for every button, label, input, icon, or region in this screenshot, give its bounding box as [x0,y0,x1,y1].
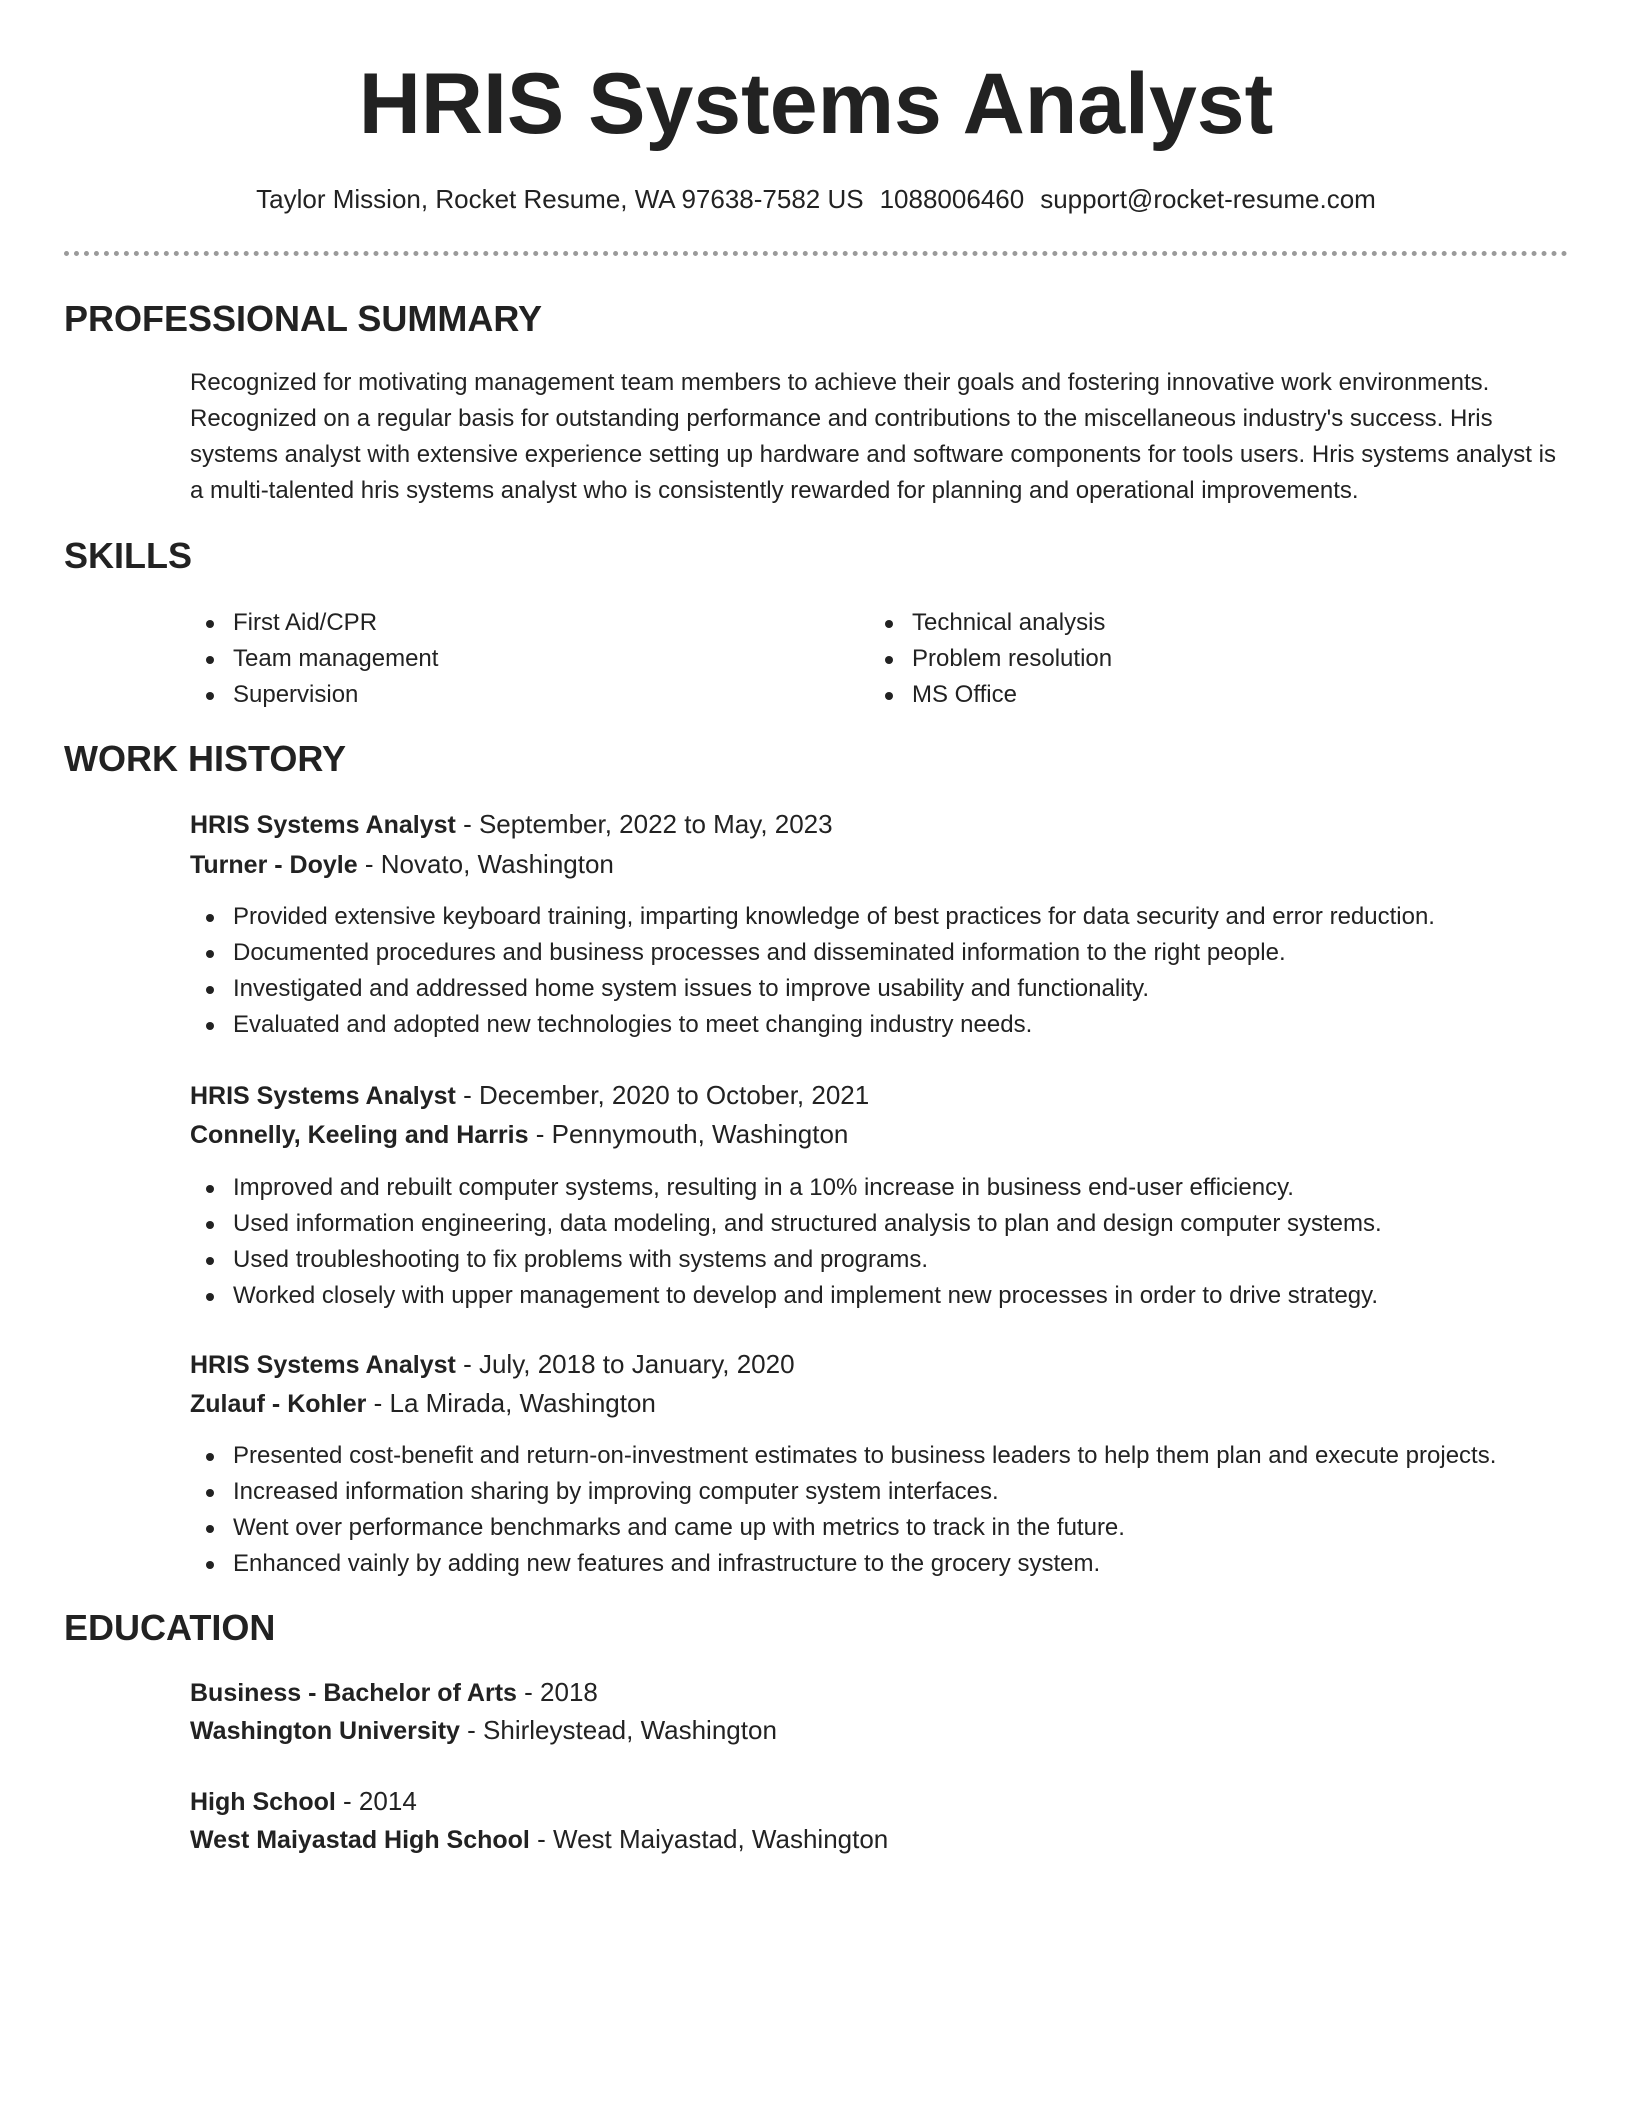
education-location: - West Maiyastad, Washington [529,1824,889,1854]
list-item: Used troubleshooting to fix problems with systems and programs. [190,1242,1590,1278]
job-dates: - July, 2018 to January, 2020 [455,1349,795,1379]
section-title-work: WORK HISTORY [64,738,347,779]
contact-phone: 1088006460 [879,184,1025,214]
job-role-line [190,806,833,843]
job-dates: - September, 2022 to May, 2023 [455,809,833,839]
education-school: West Maiyastad High School [190,1826,530,1854]
list-item: Went over performance benchmarks and came up with metrics to track in the future. [190,1510,1590,1546]
job-company: Zulauf - Kohler [190,1390,367,1418]
education-location: - Shirleystead, Washington [459,1715,777,1745]
education-degree: High School [190,1788,336,1816]
list-item: Presented cost-benefit and return-on-investment estimates to business leaders to help them plan and execute projects. [190,1438,1590,1474]
job-company-line [190,1385,656,1422]
skills-list-right [869,605,1112,713]
contact-email: support@rocket-resume.com [1040,184,1376,214]
list-item: Increased information sharing by improving computer system interfaces. [190,1474,1590,1510]
education-year: - 2014 [335,1786,417,1816]
job-company: Connelly, Keeling and Harris [190,1121,529,1149]
contact-address: Taylor Mission, Rocket Resume, WA 97638-7582 US [256,184,864,214]
job-role-line [190,1077,869,1114]
education-school: Washington University [190,1717,460,1745]
list-item: Enhanced vainly by adding new features and infrastructure to the grocery system. [190,1546,1590,1582]
list-item: Improved and rebuilt computer systems, resulting in a 10% increase in business end-user efficiency. [190,1170,1590,1206]
job-role: HRIS Systems Analyst [190,1082,456,1110]
education-school-line [190,1821,888,1858]
education-year: - 2018 [516,1677,598,1707]
list-item: Worked closely with upper management to develop and implement new processes in order to drive strategy. [190,1278,1590,1314]
job-bullets [190,899,1590,1043]
job-location: - Pennymouth, Washington [528,1119,849,1149]
job-location: - Novato, Washington [357,849,614,879]
contact-line [0,181,1632,217]
list-item: Documented procedures and business processes and disseminated information to the right people. [190,935,1590,971]
education-degree-line [190,1783,417,1820]
list-item: Evaluated and adopted new technologies to meet changing industry needs. [190,1007,1590,1043]
skill-item: Team management [190,641,438,677]
job-location: - La Mirada, Washington [366,1388,656,1418]
section-title-education: EDUCATION [64,1607,276,1648]
job-company-line [190,1116,848,1153]
list-item: Used information engineering, data modeling, and structured analysis to plan and design computer systems. [190,1206,1590,1242]
skill-item: MS Office [869,677,1112,713]
job-role: HRIS Systems Analyst [190,1351,456,1379]
section-title-summary: PROFESSIONAL SUMMARY [64,298,543,339]
education-degree-line [190,1674,598,1711]
job-bullets [190,1170,1590,1314]
skill-item: First Aid/CPR [190,605,438,641]
job-company: Turner - Doyle [190,851,358,879]
section-title-skills: SKILLS [64,535,193,576]
skills-list-left [190,605,438,713]
header-divider [64,251,1568,256]
list-item: Provided extensive keyboard training, imparting knowledge of best practices for data security and error reduction. [190,899,1590,935]
list-item: Investigated and addressed home system issues to improve usability and functionality. [190,971,1590,1007]
education-school-line [190,1712,777,1749]
skill-item: Technical analysis [869,605,1112,641]
skill-item: Problem resolution [869,641,1112,677]
job-dates: - December, 2020 to October, 2021 [455,1080,870,1110]
summary-text: Recognized for motivating management team members to achieve their goals and fostering innovative work environments. Recognized on a regular basis for outstanding performance and contributions to the miscellaneous industry's success. Hris systems analyst with extensive experience setting up hardware and software components for tools users. Hris systems analyst is a multi-talented hris systems analyst who is consistently rewarded for planning and operational improvements. [190,369,1556,504]
skill-item: Supervision [190,677,438,713]
job-bullets [190,1438,1590,1582]
resume-title: HRIS Systems Analyst [358,56,1274,152]
job-role-line [190,1346,795,1383]
education-degree: Business - Bachelor of Arts [190,1679,517,1707]
job-company-line [190,846,614,883]
job-role: HRIS Systems Analyst [190,811,456,839]
